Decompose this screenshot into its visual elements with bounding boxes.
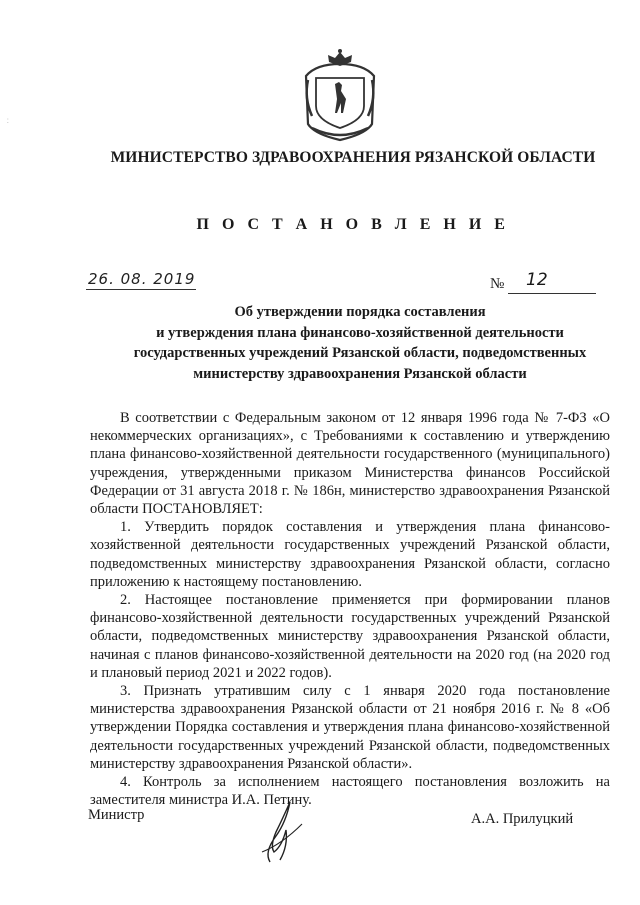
document-title <box>90 302 630 384</box>
document-date: 26. 08. 2019 <box>88 270 196 288</box>
margin-mark: · · <box>4 118 10 124</box>
title-line: государственных учреждений Рязанской области, подведомственных <box>133 345 587 361</box>
ministry-name: МИНИСТЕРСТВО ЗДРАВООХРАНЕНИЯ РЯЗАНСКОЙ ОБЛАСТИ <box>110 149 596 166</box>
document-number: 12 <box>526 270 548 290</box>
coat-of-arms-icon <box>300 48 380 144</box>
body-paragraph: 3. Признать утратившим силу с 1 января 2020 года постановление министерства здравоохранения Рязанской области от 21 ноября 2016 г. № 8 «Об утверждении Порядка составления и утверждения плана финансово-хозяйственной деятельности государственных учреждений Рязанской области, подведомственных министерству здравоохранения Рязанской области». <box>90 683 610 772</box>
signature-icon <box>240 790 320 870</box>
number-underline <box>508 293 596 294</box>
signer-name: А.А. Прилуцкий <box>471 811 574 827</box>
number-sign: № <box>490 276 505 292</box>
signer-position: Министр <box>88 807 145 823</box>
body-paragraph: 1. Утвердить порядок составления и утверждения плана финансово-хозяйственной деятельности государственных учреждений Рязанской области, подведомственных министерству здравоохранения Рязанской области, согласно приложению к настоящему постановлению. <box>90 519 610 590</box>
title-line: министерству здравоохранения Рязанской области <box>193 365 527 382</box>
title-line: и утверждения плана финансово-хозяйственной деятельности <box>156 324 564 341</box>
body-paragraph: В соответствии с Федеральным законом от 12 января 1996 года № 7-ФЗ «О некоммерческих организациях», с Требованиями к составлению и утверждению плана финансово-хозяйственной деятельности государственного (муниципального) учреждения, утвержденными приказом Министерства финансов Российской Федерации от 31 августа 2018 г. № 186н, министерство здравоохранения Рязанской области ПОСТАНОВЛЯЕТ: <box>90 410 610 518</box>
document-type: П О С Т А Н О В Л Е Н И Е <box>196 216 510 233</box>
date-underline <box>86 289 196 290</box>
body-paragraph: 2. Настоящее постановление применяется при формировании планов финансово-хозяйственной деятельности государственных учреждений Рязанской области, подведомственных министерству здравоохранения Рязанской области, начиная с планов финансово-хозяйственной деятельности на 2020 год (на 2020 год и плановый период 2021 и 2022 годов). <box>90 592 610 681</box>
title-line: Об утверждении порядка составления <box>234 304 486 320</box>
body-paragraph: 4. Контроль за исполнением настоящего постановления возложить на заместителя министра И.А. Петину. <box>90 774 610 809</box>
document-body <box>90 409 610 809</box>
